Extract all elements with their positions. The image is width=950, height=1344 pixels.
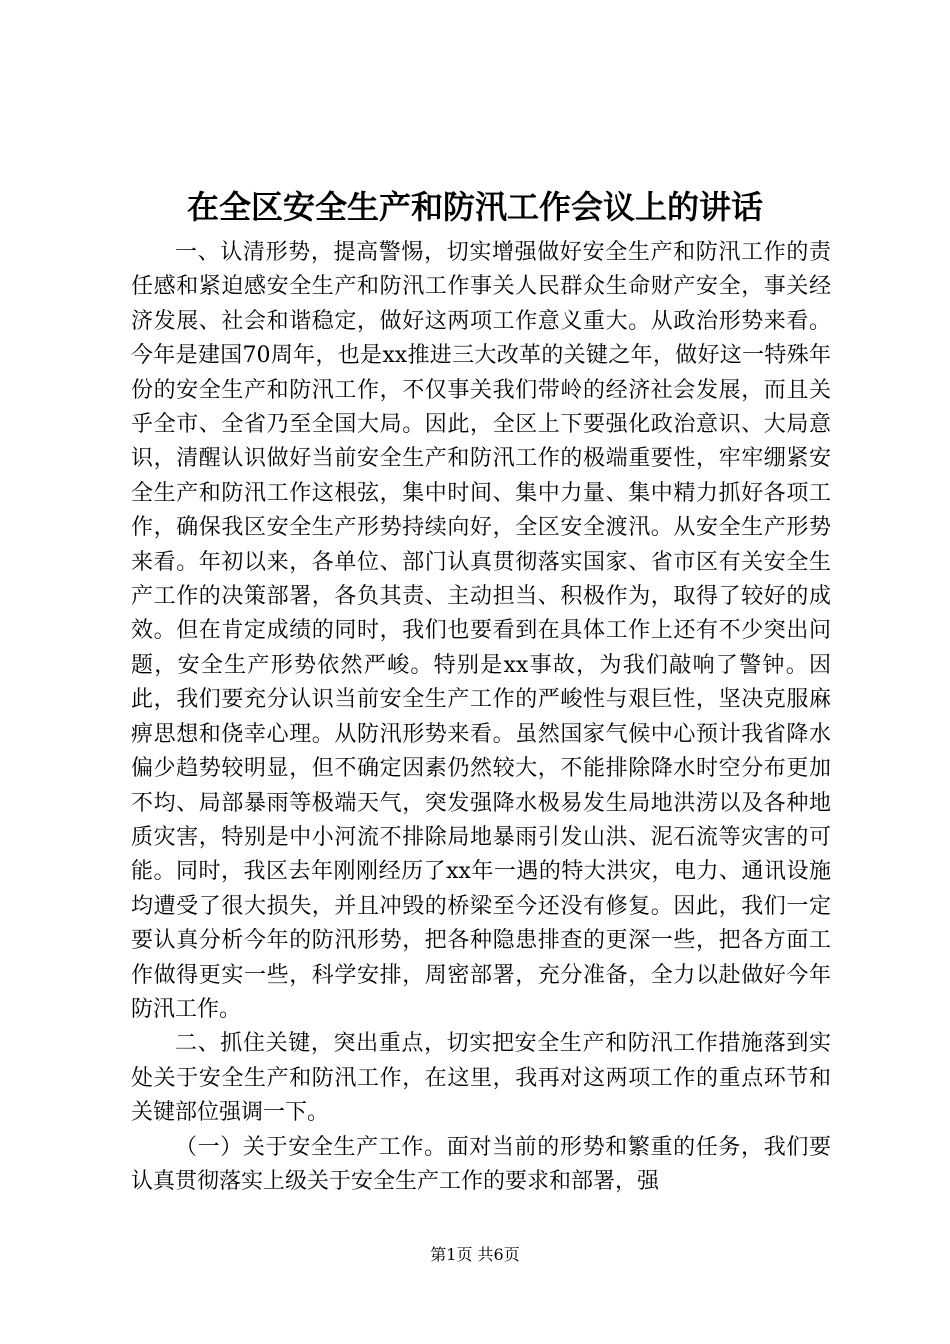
paragraph-key-points: 二、抓住关键，突出重点，切实把安全生产和防汛工作措施落到实处关于安全生产和防汛工作，在这里，我再对这两项工作的重点环节和关键部位强调一下。	[131, 1031, 831, 1126]
paragraph-safety-production: （一）关于安全生产工作。面对当前的形势和繁重的任务，我们要认真贯彻落实上级关于安全生产工作的要求和部署，强	[131, 1134, 831, 1194]
paragraph-situation: 一、认清形势，提高警惕，切实增强做好安全生产和防汛工作的责任感和紧迫感安全生产和防汛工作事关人民群众生命财产安全，事关经济发展、社会和谐稳定，做好这两项工作意义重大。从政治形势来看。今年是建国70周年，也是xx推进三大改革的关键之年，做好这一特殊年份的安全生产和防汛工作，不仅事关我们带岭的经济社会发展，而且关乎全市、全省乃至全国大局。因此，全区上下要强化政治意识、大局意识，清醒认识做好当前安全生产和防汛工作的极端重要性，牢牢绷紧安全生产和防汛工作这根弦，集中时间、集中力量、集中精力抓好各项工作，确保我区安全生产形势持续向好，全区安全渡汛。从安全生产形势来看。年初以来，各单位、部门认真贯彻落实国家、省市区有关安全生产工作的决策部署，各负其责、主动担当、积极作为，取得了较好的成效。但在肯定成绩的同时，我们也要看到在具体工作上还有不少突出问题，安全生产形势依然严峻。特别是xx事故，为我们敲响了警钟。因此，我们要充分认识当前安全生产工作的严峻性与艰巨性，坚决克服麻痹思想和侥幸心理。从防汛形势来看。虽然国家气候中心预计我省降水偏少趋势较明显，但不确定因素仍然较大，不能排除降水时空分布更加不均、局部暴雨等极端天气，突发强降水极易发生局地洪涝以及各种地质灾害，特别是中小河流不排除局地暴雨引发山洪、泥石流等灾害的可能。同时，我区去年刚刚经历了xx年一遇的特大洪灾，电力、通讯设施均遭受了很大损失，并且冲毁的桥梁至今还没有修复。因此，我们一定要认真分析今年的防汛形势，把各种隐患排查的更深一些，把各方面工作做得更实一些，科学安排，周密部署，充分准备，全力以赴做好今年防汛工作。	[131, 240, 831, 1022]
document-title: 在全区安全生产和防汛工作会议上的讲话	[186, 188, 763, 226]
page-number-footer: 第1页 共6页	[430, 1245, 520, 1264]
document-body	[131, 236, 831, 1199]
